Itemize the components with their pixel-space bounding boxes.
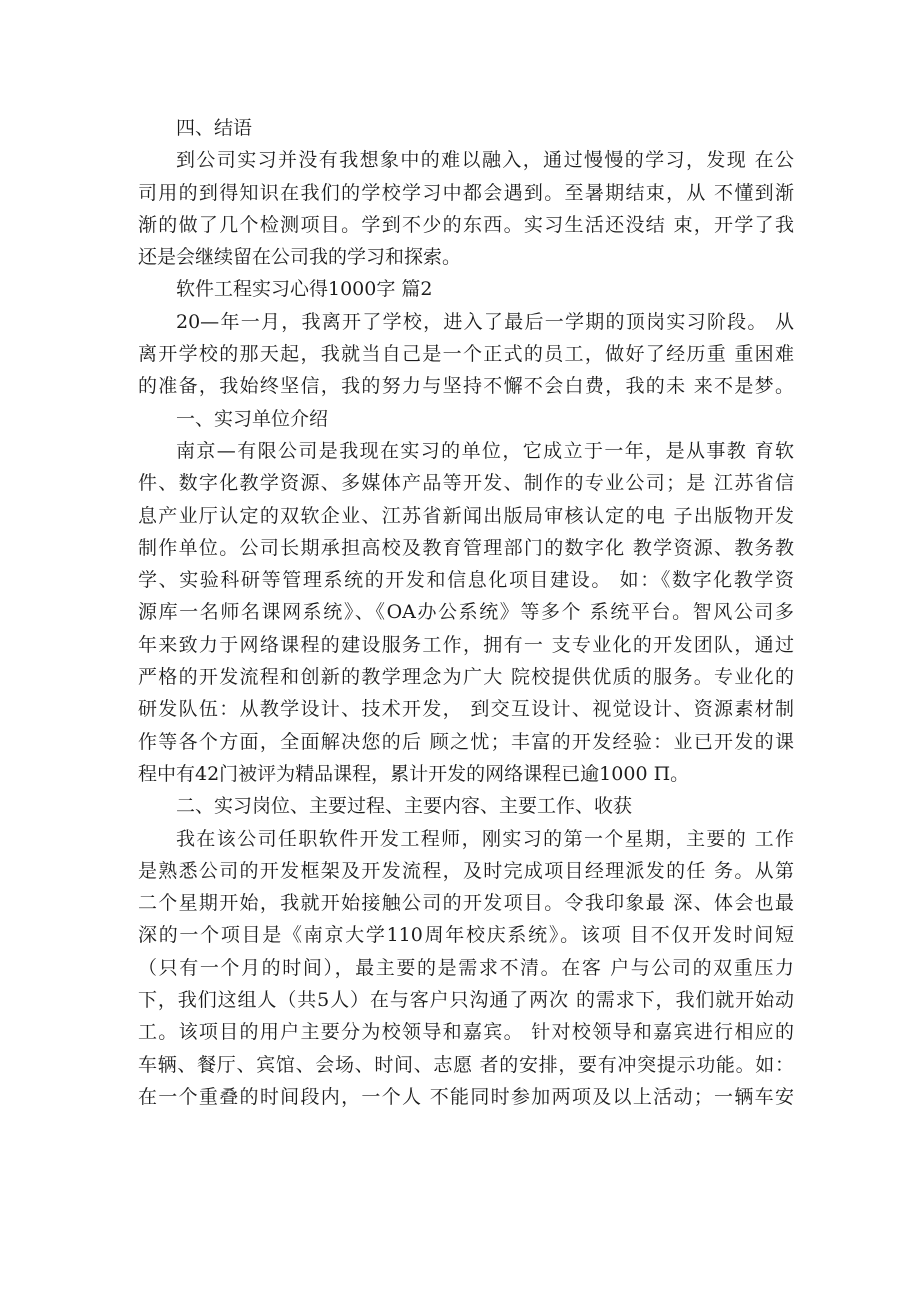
paragraph-line: 研发队伍：从教学设计、技术开发， 到交互设计、视觉设计、资源素材制	[138, 698, 794, 721]
paragraph-line: 在一个重叠的时间段内，一个人 不能同时参加两项及以上活动；一辆车安	[138, 1085, 794, 1108]
document-body	[138, 112, 794, 1113]
paragraph-line: 作等各个方面，全面解决您的后 顾之忧；丰富的开发经验：业已开发的课	[138, 730, 794, 753]
paragraph-line: 工。该项目的用户主要分为校领导和嘉宾。 针对校领导和嘉宾进行相应的	[138, 1021, 794, 1044]
paragraph-line: 程中有42门被评为精品课程，累计开发的网络课程已逾1000 Π。	[138, 762, 690, 785]
paragraph-line: 离开学校的那天起，我就当自己是一个正式的员工，做好了经历重 重困难	[138, 343, 794, 366]
paragraph-line: 严格的开发流程和创新的教学理念为广大 院校提供优质的服务。专业化的	[138, 666, 794, 689]
paragraph-line: 年来致力于网络课程的建设服务工作，拥有一 支专业化的开发团队，通过	[138, 633, 794, 656]
paragraph-line: 司用的到得知识在我们的学校学习中都会遇到。至暑期结束，从 不懂到渐	[138, 181, 794, 204]
paragraph-line: 深的一个项目是《南京大学110周年校庆系统》。该项 目不仅开发时间短	[138, 924, 794, 947]
paragraph-line: 件、数字化教学资源、多媒体产品等开发、制作的专业公司；是 江苏省信	[138, 472, 794, 495]
paragraph-line: 到公司实习并没有我想象中的难以融入，通过慢慢的学习，发现 在公	[176, 149, 794, 172]
paragraph-line: 息产业厅认定的双软企业、江苏省新闻出版局审核认定的电 子出版物开发	[138, 504, 794, 527]
paragraph-line: 的准备，我始终坚信，我的努力与坚持不懈不会白费，我的未 来不是梦。	[138, 375, 794, 398]
article-title: 软件工程实习心得1000字 篇2	[176, 278, 433, 301]
paragraph-line: 二个星期开始，我就开始接触公司的开发项目。令我印象最 深、体会也最	[138, 892, 794, 915]
paragraph-line: 制作单位。公司长期承担高校及教育管理部门的数字化 教学资源、教务教	[138, 536, 794, 559]
paragraph-line: 是熟悉公司的开发框架及开发流程，及时完成项目经理派发的任 务。从第	[138, 859, 794, 882]
paragraph-line: 下，我们这组人（共5人）在与客户只沟通了两次 的需求下，我们就开始动	[138, 989, 794, 1012]
paragraph-line: 车辆、餐厅、宾馆、会场、时间、志愿 者的安排，要有冲突提示功能。如：	[138, 1053, 794, 1076]
paragraph-line: 20—年一月，我离开了学校，进入了最后一学期的顶岗实习阶段。 从	[176, 310, 794, 333]
section-heading-conclusion: 四、结语	[176, 117, 253, 139]
paragraph-line: （只有一个月的时间），最主要的是需求不清。在客 户与公司的双重压力	[138, 956, 794, 979]
section-heading-unit: 一、实习单位介绍	[176, 407, 329, 430]
paragraph-line: 源库一名师名课网系统》、《OA办公系统》等多个 系统平台。智风公司多	[138, 601, 794, 624]
paragraph-line: 南京—有限公司是我现在实习的单位，它成立于一年，是从事教 育软	[176, 439, 794, 462]
paragraph-line: 还是会继续留在公司我的学习和探索。	[138, 246, 462, 269]
paragraph-line: 学、实验科研等管理系统的开发和信息化项目建设。 如：《数字化教学资	[138, 569, 794, 592]
paragraph-line: 我在该公司任职软件开发工程师，刚实习的第一个星期，主要的 工作	[176, 827, 794, 850]
paragraph-line: 渐的做了几个检测项目。学到不少的东西。实习生活还没结 束，开学了我	[138, 213, 794, 236]
section-heading-post: 二、实习岗位、主要过程、主要内容、主要工作、收获	[176, 795, 633, 818]
